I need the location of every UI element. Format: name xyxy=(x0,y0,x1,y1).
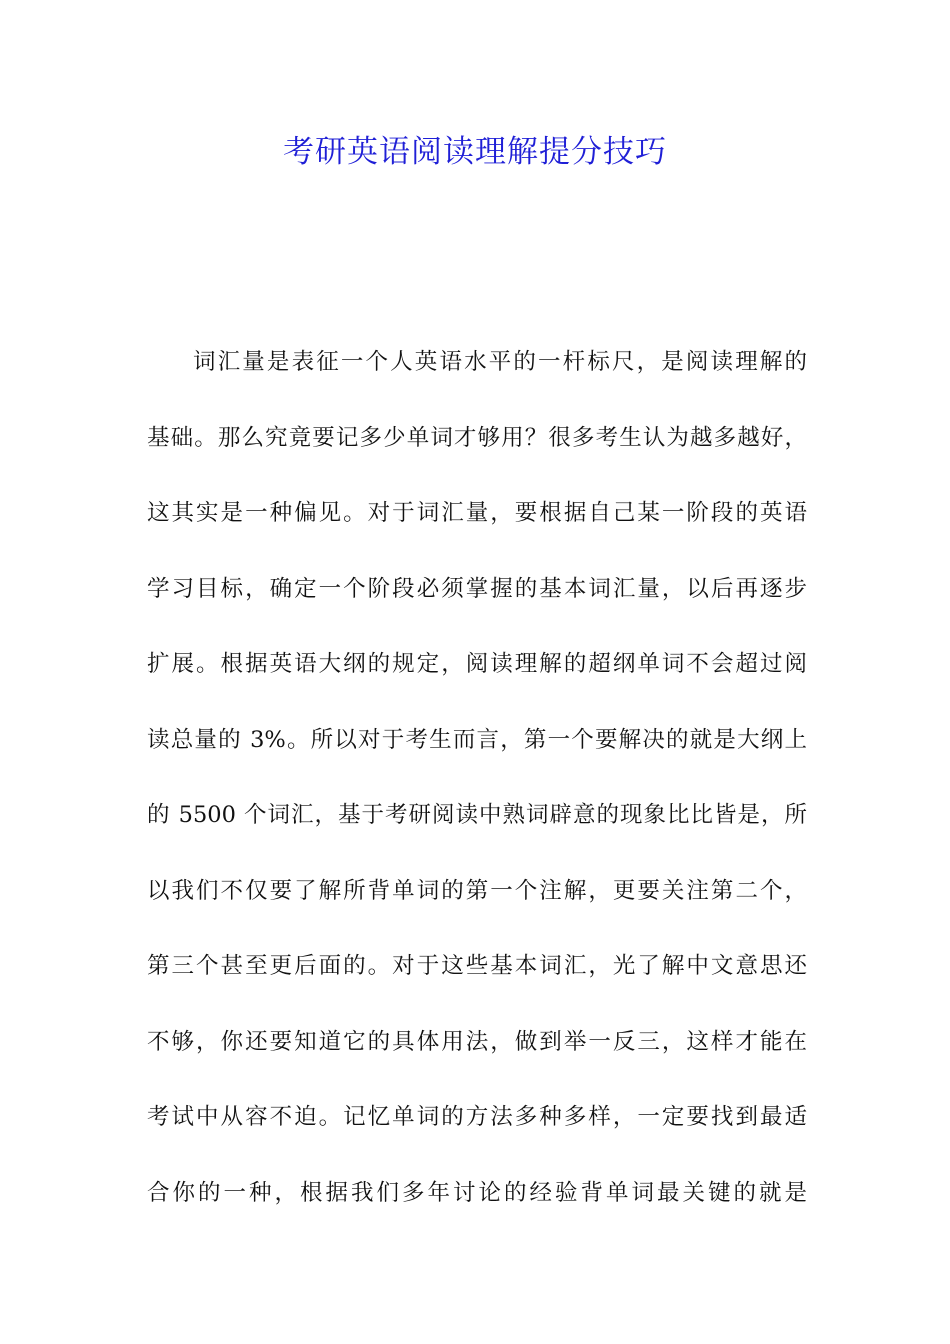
body-line: 考试中从容不迫。记忆单词的方法多种多样，一定要找到最适 xyxy=(147,1104,807,1130)
body-line: 基础。那么究竟要记多少单词才够用？很多考生认为越多越好， xyxy=(147,424,807,451)
body-line: 学习目标，确定一个阶段必须掌握的基本词汇量，以后再逐步 xyxy=(147,575,807,602)
body-line: 不够，你还要知道它的具体用法，做到举一反三，这样才能在 xyxy=(147,1028,807,1055)
body-line: 词汇量是表征一个人英语水平的一杆标尺，是阅读理解的 xyxy=(193,349,807,375)
body-line: 第三个甚至更后面的。对于这些基本词汇，光了解中文意思还 xyxy=(147,953,807,979)
body-line: 以我们不仅要了解所背单词的第一个注解，更要关注第二个， xyxy=(147,877,807,904)
body-line: 这其实是一种偏见。对于词汇量，要根据自己某一阶段的英语 xyxy=(147,500,807,526)
body-line: 读总量的 3%。所以对于考生而言，第一个要解决的就是大纲上 xyxy=(147,726,807,753)
body-line: 扩展。根据英语大纲的规定，阅读理解的超纲单词不会超过阅 xyxy=(147,651,807,677)
document-title: 考研英语阅读理解提分技巧 xyxy=(283,134,667,170)
body-line: 的 5500 个词汇，基于考研阅读中熟词辟意的现象比比皆是，所 xyxy=(147,802,807,828)
body-line: 合你的一种，根据我们多年讨论的经验背单词最关键的就是 xyxy=(147,1179,807,1206)
document-body xyxy=(147,340,807,1246)
